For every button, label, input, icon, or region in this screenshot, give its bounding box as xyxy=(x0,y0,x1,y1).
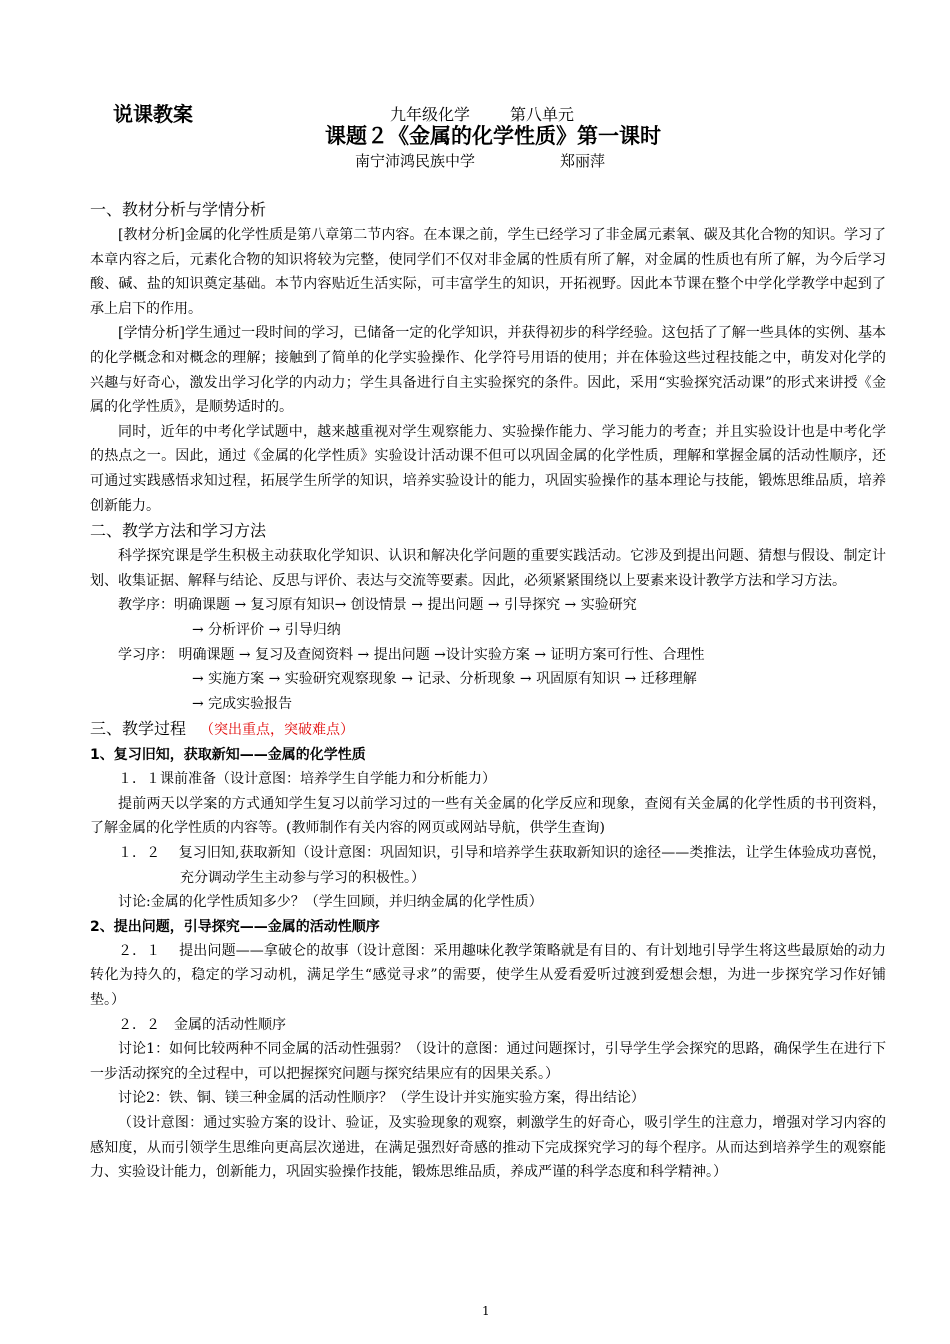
paragraph: 科学探究课是学生积极主动获取化学知识、认识和解决化学问题的重要实践活动。它涉及到提出问题、猜想与假设、制定计划、收集证据、解释与结论、反思与评价、表达与交流等要素。因此，必须紧紧围绕以上要素来设计教学方法和学习方法。 xyxy=(90,548,886,589)
item-heading: １．２ 复习旧知,获取新知（设计意图：巩固知识，引导和培养学生获取新知识的途径——类推法，让学生体验成功喜悦，充分调动学生主动参与学习的积极性。） xyxy=(118,845,886,886)
subsection-heading: 1、复习旧知，获取新知——金属的化学性质 xyxy=(90,747,366,764)
section-3-note: （突出重点，突破难点） xyxy=(200,722,355,739)
section-1-heading: 一、教材分析与学情分析 xyxy=(90,200,267,219)
discussion-item: 讨论2：铁、铜、镁三种金属的活动性顺序？（学生设计并实施实验方案，得出结论） xyxy=(118,1090,645,1107)
learning-sequence-line: 学习序： 明确课题 → 复习及查阅资料 → 提出问题 →设计实验方案 → 证明方案可行性、合理性 xyxy=(118,646,705,663)
grade-label: 九年级化学 xyxy=(390,105,471,124)
item-heading: ２．２ 金属的活动性顺序 xyxy=(118,1016,286,1033)
teaching-sequence-line: 教学序：明确课题 → 复习原有知识→ 创设情景 → 提出问题 → 引导探究 → 实验研究 xyxy=(118,597,637,614)
paragraph: [教材分析]金属的化学性质是第八章第二节内容。在本课之前，学生已经学习了非金属元素氧、碳及其化合物的知识。学习了本章内容之后，元素化合物的知识将较为完整，使同学们不仅对非金属的性质有所了解，对金属的性质也有所了解，为今后学习酸、碱、盐的知识奠定基础。本节内容贴近生活实际，可丰富学生的知识，开拓视野。因此本节课在整个中学化学教学中起到了承上启下的作用。 xyxy=(90,227,886,317)
school-name: 南宁沛鸿民族中学 xyxy=(355,152,476,170)
doc-type-label: 说课教案 xyxy=(113,102,193,126)
subsection-heading: 2、提出问题，引导探究——金属的活动性顺序 xyxy=(90,918,380,935)
discussion-item: 讨论1：如何比较两种不同金属的活动性强弱？（设计的意图：通过问题探讨，引导学生学会探究的思路，确保学生在进行下一步活动探究的全过程中，可以把握探究问题与探究结果应有的因果关系。） xyxy=(90,1041,886,1082)
section-3-title: 三、教学过程 xyxy=(90,719,187,739)
teaching-sequence xyxy=(90,593,886,642)
learning-sequence-line: → 实施方案 → 实验研究观察现象 → 记录、分析现象 → 巩固原有知识 → 迁移理解 xyxy=(192,671,697,688)
paragraph: （设计意图：通过实验方案的设计、验证，及实验现象的观察，刺激学生的好奇心，吸引学生的注意力，增强对学习内容的感知度，从而引领学生思维向更高层次递进，在满足强烈好奇感的推动下完成探究学习的每个程序。从而达到培养学生的观察能力、实验设计能力，创新能力，巩固实验操作技能，锻炼思维品质，养成严谨的科学态度和科学精神。） xyxy=(90,1115,886,1181)
paragraph: 同时，近年的中考化学试题中，越来越重视对学生观察能力、实验操作能力、学习能力的考查；并且实验设计也是中考化学的热点之一。因此，通过《金属的化学性质》实验设计活动课不但可以巩固金属的化学性质，理解和掌握金属的活动性顺序，还可通过实践感悟求知过程，拓展学生所学的知识，培养实验设计的能力，巩固实验操作的基本理论与技能，锻炼思维品质，培养创新能力。 xyxy=(90,423,886,514)
page-number: 1 xyxy=(482,1304,490,1318)
paragraph: [学情分析]学生通过一段时间的学习，已储备一定的化学知识，并获得初步的科学经验。这包括了了解一些具体的实例、基本的化学概念和对概念的理解；接触到了简单的化学实验操作、化学符号用语的使用；并在体验这些过程技能之中，萌发对化学的兴趣与好奇心，激发出学习化学的内动力；学生具备进行自主实验探究的条件。因此，采用“实验探究活动课”的形式来讲授《金属的化学性质》，是顺势适时的。 xyxy=(90,325,886,416)
section-3-heading xyxy=(90,716,886,743)
section-2-heading: 二、教学方法和学习方法 xyxy=(90,521,267,541)
item-heading: １．１课前准备（设计意图：培养学生自学能力和分析能力） xyxy=(118,771,496,788)
paragraph: ２．１ 提出问题——拿破仑的故事（设计意图：采用趣味化教学策略就是有目的、有计划地引导学生将这些最原始的动力转化为持久的，稳定的学习动机，满足学生“感觉寻求”的需要，使学生从爱看爱听过渡到爱想会想，为进一步探究学习作好铺垫。） xyxy=(90,942,886,1009)
lesson-title: 课题２《金属的化学性质》第一课时 xyxy=(325,124,661,148)
learning-sequence xyxy=(90,643,886,717)
unit-label: 第八单元 xyxy=(510,105,575,124)
document-body xyxy=(90,197,886,1185)
teaching-sequence-line: → 分析评价 → 引导归纳 xyxy=(192,621,341,638)
author-name: 郑丽萍 xyxy=(560,152,606,170)
paragraph: 提前两天以学案的方式通知学生复习以前学习过的一些有关金属的化学反应和现象，查阅有关金属的化学性质的书刊资料，了解金属的化学性质的内容等。(教师制作有关内容的网页或网站导航，供学生查询) xyxy=(90,795,886,837)
discussion-item: 讨论:金属的化学性质知多少？（学生回顾，并归纳金属的化学性质） xyxy=(118,894,543,911)
learning-sequence-line: → 完成实验报告 xyxy=(192,695,293,712)
